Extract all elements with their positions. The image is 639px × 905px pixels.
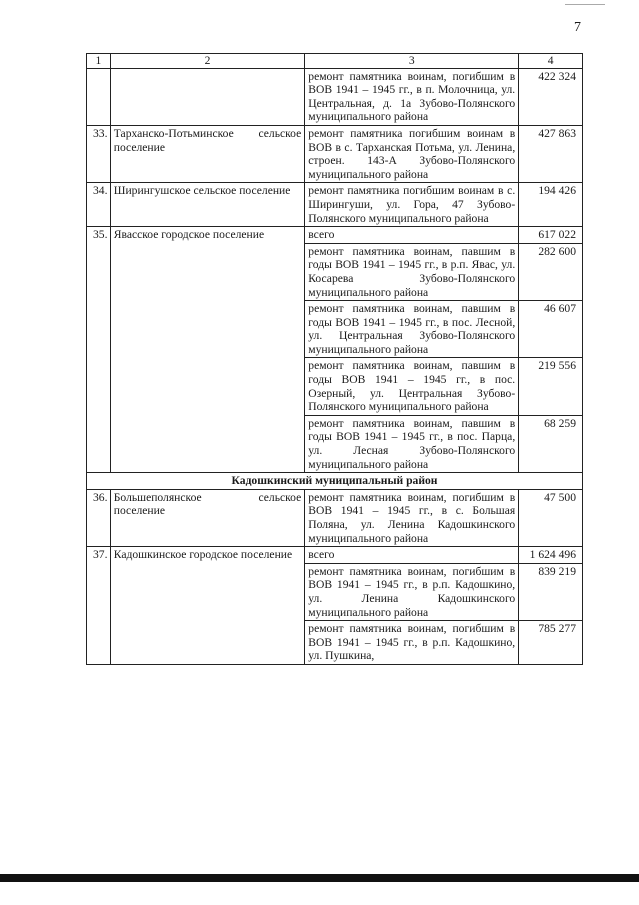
page-number: 7: [574, 20, 581, 35]
description-cell: ремонт памятника воинам, погибшим в ВОВ 1941 – 1945 гг., в р.п. Кадошкино, ул. Ленина Кадошкинского муниципального района: [305, 563, 519, 620]
table-header-row: [87, 54, 583, 69]
table-row: [87, 227, 583, 244]
description-cell: ремонт памятника воинам, павшим в годы ВОВ 1941 – 1945 гг., в пос. Парца, ул. Лесная Зубово-Полянского муниципального района: [305, 415, 519, 472]
description-cell: ремонт памятника воинам, павшим в годы ВОВ 1941 – 1945 гг., в р.п. Явас, ул. Косарева Зубово-Полянского муниципального района: [305, 243, 519, 300]
row-number-cell: 35.: [87, 227, 111, 473]
row-number-cell: 33.: [87, 125, 111, 182]
table-row: [87, 68, 583, 125]
settlement-cell: Ширингушское сельское поселение: [110, 183, 305, 227]
total-label-cell: всего: [305, 547, 519, 564]
section-title: Кадошкинский муниципальный район: [87, 473, 583, 490]
amount-cell: 427 863: [519, 125, 583, 182]
header-col-1: 1: [87, 54, 111, 69]
description-cell: ремонт памятника воинам, погибшим в ВОВ 1941 – 1945 гг., в с. Большая Поляна, ул. Ленина Кадошкинского муниципального района: [305, 489, 519, 546]
settlement-cell: [110, 68, 305, 125]
amount-cell: 422 324: [519, 68, 583, 125]
table-row: [87, 183, 583, 227]
description-cell: ремонт памятника погибшим воинам в ВОВ в с. Тарханская Потьма, ул. Ленина, строен. 143-А Зубово-Полянского муниципального района: [305, 125, 519, 182]
amount-cell: 219 556: [519, 358, 583, 415]
total-label-cell: всего: [305, 227, 519, 244]
amount-cell: 839 219: [519, 563, 583, 620]
settlement-cell: Кадошкинское городское поселение: [110, 547, 305, 665]
settlement-cell: Явасское городское поселение: [110, 227, 305, 473]
header-col-2: 2: [110, 54, 305, 69]
top-rule: [565, 4, 605, 5]
amount-cell: 194 426: [519, 183, 583, 227]
header-col-3: 3: [305, 54, 519, 69]
table-row: [87, 125, 583, 182]
row-number-cell: [87, 68, 111, 125]
table-row: [87, 547, 583, 564]
description-cell: ремонт памятника воинам, павшим в годы ВОВ 1941 – 1945 гг., в пос. Озерный, ул. Центральная Зубово-Полянского муниципального района: [305, 358, 519, 415]
row-number-cell: 36.: [87, 489, 111, 546]
amount-cell: 785 277: [519, 621, 583, 665]
description-cell: ремонт памятника воинам, погибшим в ВОВ 1941 – 1945 гг., в п. Молочница, ул. Центральная, д. 1а Зубово-Полянского муниципального района: [305, 68, 519, 125]
budget-table: [86, 53, 583, 665]
description-cell: ремонт памятника воинам, погибшим в ВОВ 1941 – 1945 гг., в р.п. Кадошкино, ул. Пушкина,: [305, 621, 519, 665]
total-amount-cell: 617 022: [519, 227, 583, 244]
table-row: [87, 489, 583, 546]
header-col-4: 4: [519, 54, 583, 69]
amount-cell: 282 600: [519, 243, 583, 300]
settlement-cell: Большеполянское сельское поселение: [110, 489, 305, 546]
row-number-cell: 34.: [87, 183, 111, 227]
amount-cell: 47 500: [519, 489, 583, 546]
total-amount-cell: 1 624 496: [519, 547, 583, 564]
description-cell: ремонт памятника погибшим воинам в с. Ширингуши, ул. Гора, 47 Зубово-Полянского муниципального района: [305, 183, 519, 227]
section-row: [87, 473, 583, 490]
amount-cell: 46 607: [519, 301, 583, 358]
amount-cell: 68 259: [519, 415, 583, 472]
description-cell: ремонт памятника воинам, павшим в годы ВОВ 1941 – 1945 гг., в пос. Лесной, ул. Центральная Зубово-Полянского муниципального района: [305, 301, 519, 358]
settlement-cell: Тарханско-Потьминское сельское поселение: [110, 125, 305, 182]
row-number-cell: 37.: [87, 547, 111, 665]
scan-bottom-bar: [0, 874, 639, 882]
